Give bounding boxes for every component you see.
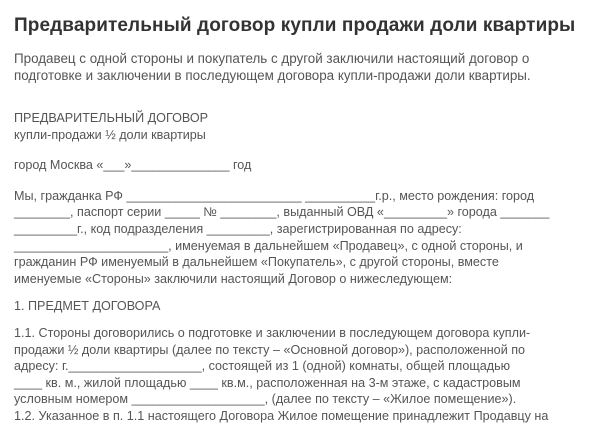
- city-date-line: город Москва «___»______________ год: [14, 158, 252, 173]
- paragraph-line: 1.2. Указанное в п. 1.1 настоящего Договора Жилое помещение принадлежит Продавцу на: [14, 408, 549, 423]
- intro-paragraph: Продавец с одной стороны и покупатель с другой заключили настоящий договор о подготовке и заключении в последующем договора купли-продажи доли квартиры.: [14, 51, 531, 83]
- article: [14, 14, 590, 425]
- page-title: Предварительный договор купли продажи доли квартиры: [14, 15, 576, 36]
- parties-paragraph: [14, 188, 590, 288]
- paragraph-line: адресу: г.___________________, состоящей из 1 (одной) комнаты, общей площадью: [14, 359, 511, 374]
- paragraph-line: продажи ½ доли квартиры (далее по тексту – «Основной договор»), расположенной по: [14, 342, 526, 357]
- section-heading: 1. ПРЕДМЕТ ДОГОВОРА: [14, 299, 161, 314]
- paragraph-line: именуемые «Стороны» заключили настоящий Договор о нижеследующем:: [14, 271, 453, 286]
- contract-subheading: купли-продажи ½ доли квартиры: [14, 127, 206, 142]
- paragraph-line: Мы, гражданка РФ _________________________ __________г.р., место рождения: город: [14, 188, 535, 203]
- subject-paragraph: [14, 325, 590, 425]
- paragraph-line: 1.1. Стороны договорились о подготовке и заключении в последующем договора купли-: [14, 325, 531, 340]
- contract-heading: ПРЕДВАРИТЕЛЬНЫЙ ДОГОВОР: [14, 111, 209, 125]
- paragraph-line: ______________________, именуемая в дальнейшем «Продавец», с одной стороны, и: [14, 238, 523, 253]
- paragraph-line: условным номером ___________________, (далее по тексту – «Жилое помещение»).: [14, 392, 517, 407]
- paragraph-line: _________г., код подразделения _________, зарегистрированная по адресу:: [14, 221, 462, 236]
- paragraph-line: ____ кв. м., жилой площадью ____ кв.м., расположенная на 3-м этаже, с кадастровым: [14, 375, 521, 390]
- contract-body: [14, 110, 590, 425]
- paragraph-line: гражданин РФ именуемый в дальнейшем «Покупатель», с другой стороны, вместе: [14, 255, 499, 270]
- paragraph-line: ________, паспорт серии _____ № ________, выданный ОВД «_________» города _______: [14, 205, 550, 220]
